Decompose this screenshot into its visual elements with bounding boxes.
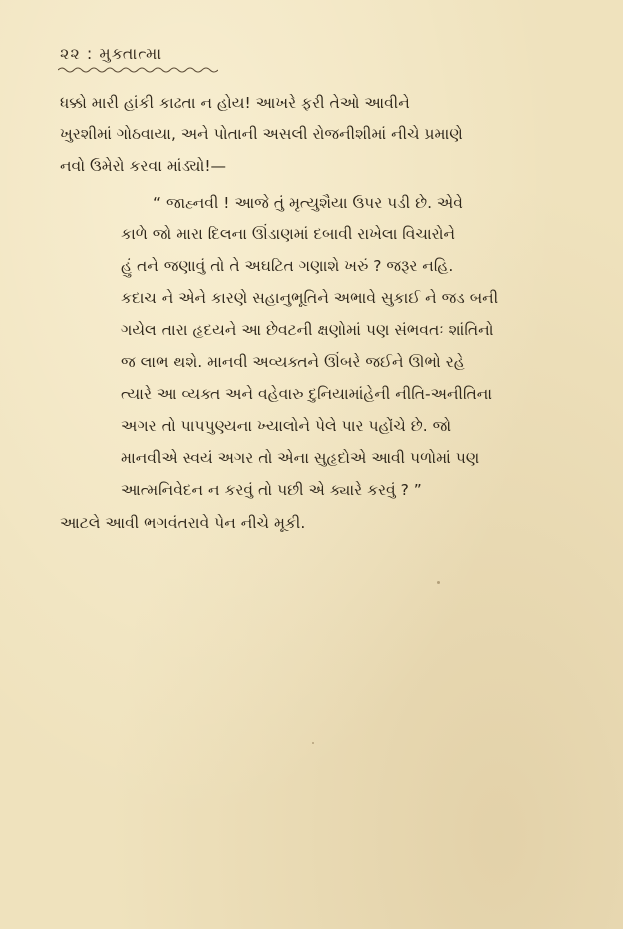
- text-line: કદાચ ને એને કારણે સહાનુભૂતિને અભાવે સુકાઈ ને જડ બની: [121, 289, 499, 307]
- text-line: હું તને જણાવું તો તે અઘટિત ગણાશે ખરું ? જરૂર નહિ.: [121, 257, 454, 275]
- text-line: ખુરશીમાં ગોઠવાયા, અને પોતાની અસલી રોજનીશીમાં નીચે પ્રમાણે: [60, 125, 463, 143]
- text-line: અગર તો પાપપુણ્યના ખ્યાલોને પેલે પાર પહોંચે છે. જો: [121, 417, 452, 435]
- paper-speck: [437, 581, 440, 584]
- text-line: આટલે આવી ભગવંતરાવે પેન નીચે મૂકી.: [60, 514, 306, 532]
- text-line: નવો ઉમેરો કરવા માંડ્યો!—: [60, 157, 227, 175]
- text-line: ગયેલ તારા હૃદયને આ છેવટની ક્ષણોમાં પણ સંભવતઃ શાંતિનો: [121, 321, 494, 339]
- text-line: “ જાહ્નવી ! આજે તું મૃત્યુશૈયા ઉપર પડી છે. એવે: [153, 194, 463, 212]
- text-line: આત્મનિવેદન ન કરવું તો પછી એ ક્યારે કરવું ? ”: [121, 481, 422, 499]
- text-line: જ લાભ થશે. માનવી અવ્યક્તને ઊંબરે જઈને ઊભો રહે: [121, 353, 465, 371]
- text-line: માનવીએ સ્વયં અગર તો એના સુહૃદોએ આવી પળોમાં પણ: [121, 449, 480, 467]
- text-line: કાળે જો મારા દિલના ઊંડાણમાં દબાવી રાખેલા વિચારોને: [121, 225, 456, 243]
- running-header: ૨૨ : મુક્તાત્મા: [60, 44, 163, 63]
- text-line: ધક્કો મારી હાંકી કાઢતા ન હોય! આખરે ફરી તેઓ આવીને: [60, 94, 410, 112]
- paper-speck: [312, 742, 314, 744]
- header-ornament-underline: [58, 66, 218, 74]
- text-line: ત્યારે આ વ્યક્ત અને વહેવારુ દુનિયામાંહેની નીતિ-અનીતિના: [121, 385, 493, 403]
